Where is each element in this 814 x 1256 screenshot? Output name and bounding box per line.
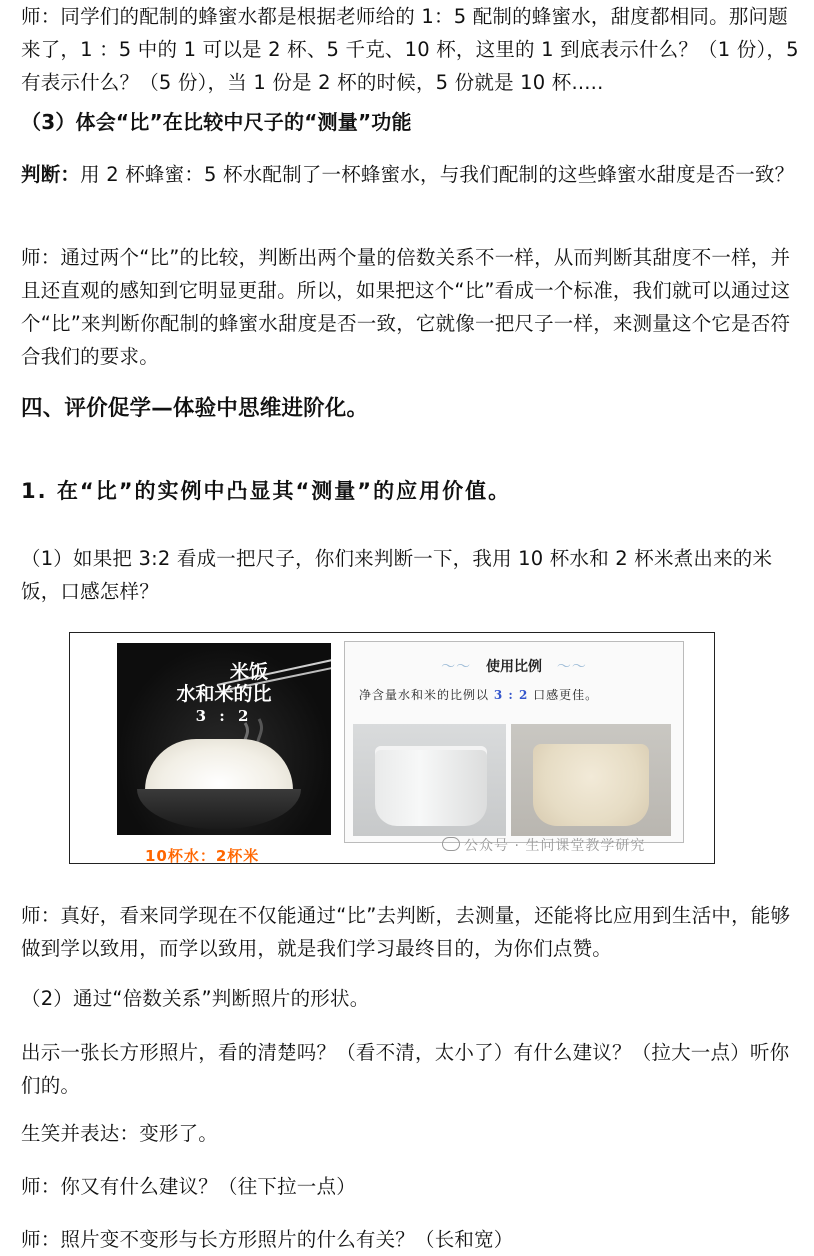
paragraph-student: 生笑并表达：变形了。 (21, 1122, 219, 1145)
rice-ratio-figure (69, 632, 715, 864)
paragraph-teacher-3: 师：真好，看来同学现在不仅能通过“比”去判断，去测量，还能将比应用到生活中，能够做到学以致用，而学以致用，就是我们学习最终目的，为你们点赞。 (21, 904, 791, 960)
rice-bowl-photo (117, 643, 331, 835)
paragraph-teacher-1: 师：同学们的配制的蜂蜜水都是根据老师给的 1：5 配制的蜂蜜水，甜度都相同。那问题来了，1 ：5 中的 1 可以是 2 杯、5 千克、10 杯，这里的 1 到底表示什么？（1 份），5 有表示什么？（5 份），当 1 份是 2 杯的时候，5 份就是 10 杯..... (21, 5, 799, 94)
empty-container-photo (353, 724, 506, 836)
rice-title-line2: 水和米的比 (176, 683, 272, 705)
section-subheading-1: 1. 在“比”的实例中凸显其“测量”的应用价值。 (21, 479, 512, 503)
wechat-icon (442, 837, 460, 851)
bowl (137, 789, 301, 829)
empty-container (375, 746, 487, 826)
rice-container (533, 744, 649, 826)
desc-before: 净含量水和米的比例以 (359, 688, 490, 702)
paragraph-teacher-2: 师：通过两个“比”的比较，判断出两个量的倍数关系不一样，从而判断其甜度不一样，并且还直观的感知到它明显更甜。所以，如果把这个“比”看成一个标准，我们就可以通过这个“比”来判断你配制的蜂蜜水甜度是否一致，它就像一把尺子一样，来测量这个它是否符合我们的要求。 (21, 246, 791, 368)
paragraph-question-1: （1）如果把 3:2 看成一把尺子，你们来判断一下，我用 10 杯水和 2 杯米煮出来的米饭，口感怎样？ (21, 547, 773, 603)
rice-ratio-label: 3 : 2 (195, 707, 253, 725)
paragraph-teacher-5: 师：照片变不变形与长方形照片的什么有关？（长和宽） (21, 1228, 514, 1251)
paragraph-question-2: （2）通过“倍数关系”判断照片的形状。 (21, 987, 370, 1010)
judge-label: 判断： (21, 163, 81, 186)
section-heading-4: 四、评价促学—体验中思维进阶化。 (21, 396, 369, 421)
usage-ratio-title (345, 656, 683, 676)
title-deco-left: ～～ (441, 659, 472, 675)
desc-ratio: 3 : 2 (493, 688, 529, 702)
panel-title-text: 使用比例 (486, 659, 542, 675)
desc-after: 口感更佳。 (533, 688, 599, 702)
title-deco-right: ～～ (556, 659, 587, 675)
water-rice-caption: 10杯水：2杯米 (145, 847, 260, 865)
watermark-text: 公众号 · 生问课堂教学研究 (464, 838, 646, 854)
paragraph-teacher-4: 师：你又有什么建议？（往下拉一点） (21, 1175, 356, 1198)
subheading-3: （3）体会“比”在比较中尺子的“测量”功能 (21, 110, 412, 134)
watermark (442, 835, 645, 855)
rice-container-photo (511, 724, 671, 836)
paragraph-judge (21, 158, 801, 191)
usage-ratio-panel (344, 641, 684, 843)
judge-text: 用 2 杯蜂蜜：5 杯水配制了一杯蜂蜜水，与我们配制的这些蜂蜜水甜度是否一致？ (80, 163, 795, 186)
rice-title-line1: 米饭 (229, 661, 268, 683)
usage-ratio-description (359, 686, 598, 703)
paragraph-show-photo: 出示一张长方形照片，看的清楚吗？（看不清，太小了）有什么建议？（拉大一点）听你们的。 (21, 1041, 790, 1097)
